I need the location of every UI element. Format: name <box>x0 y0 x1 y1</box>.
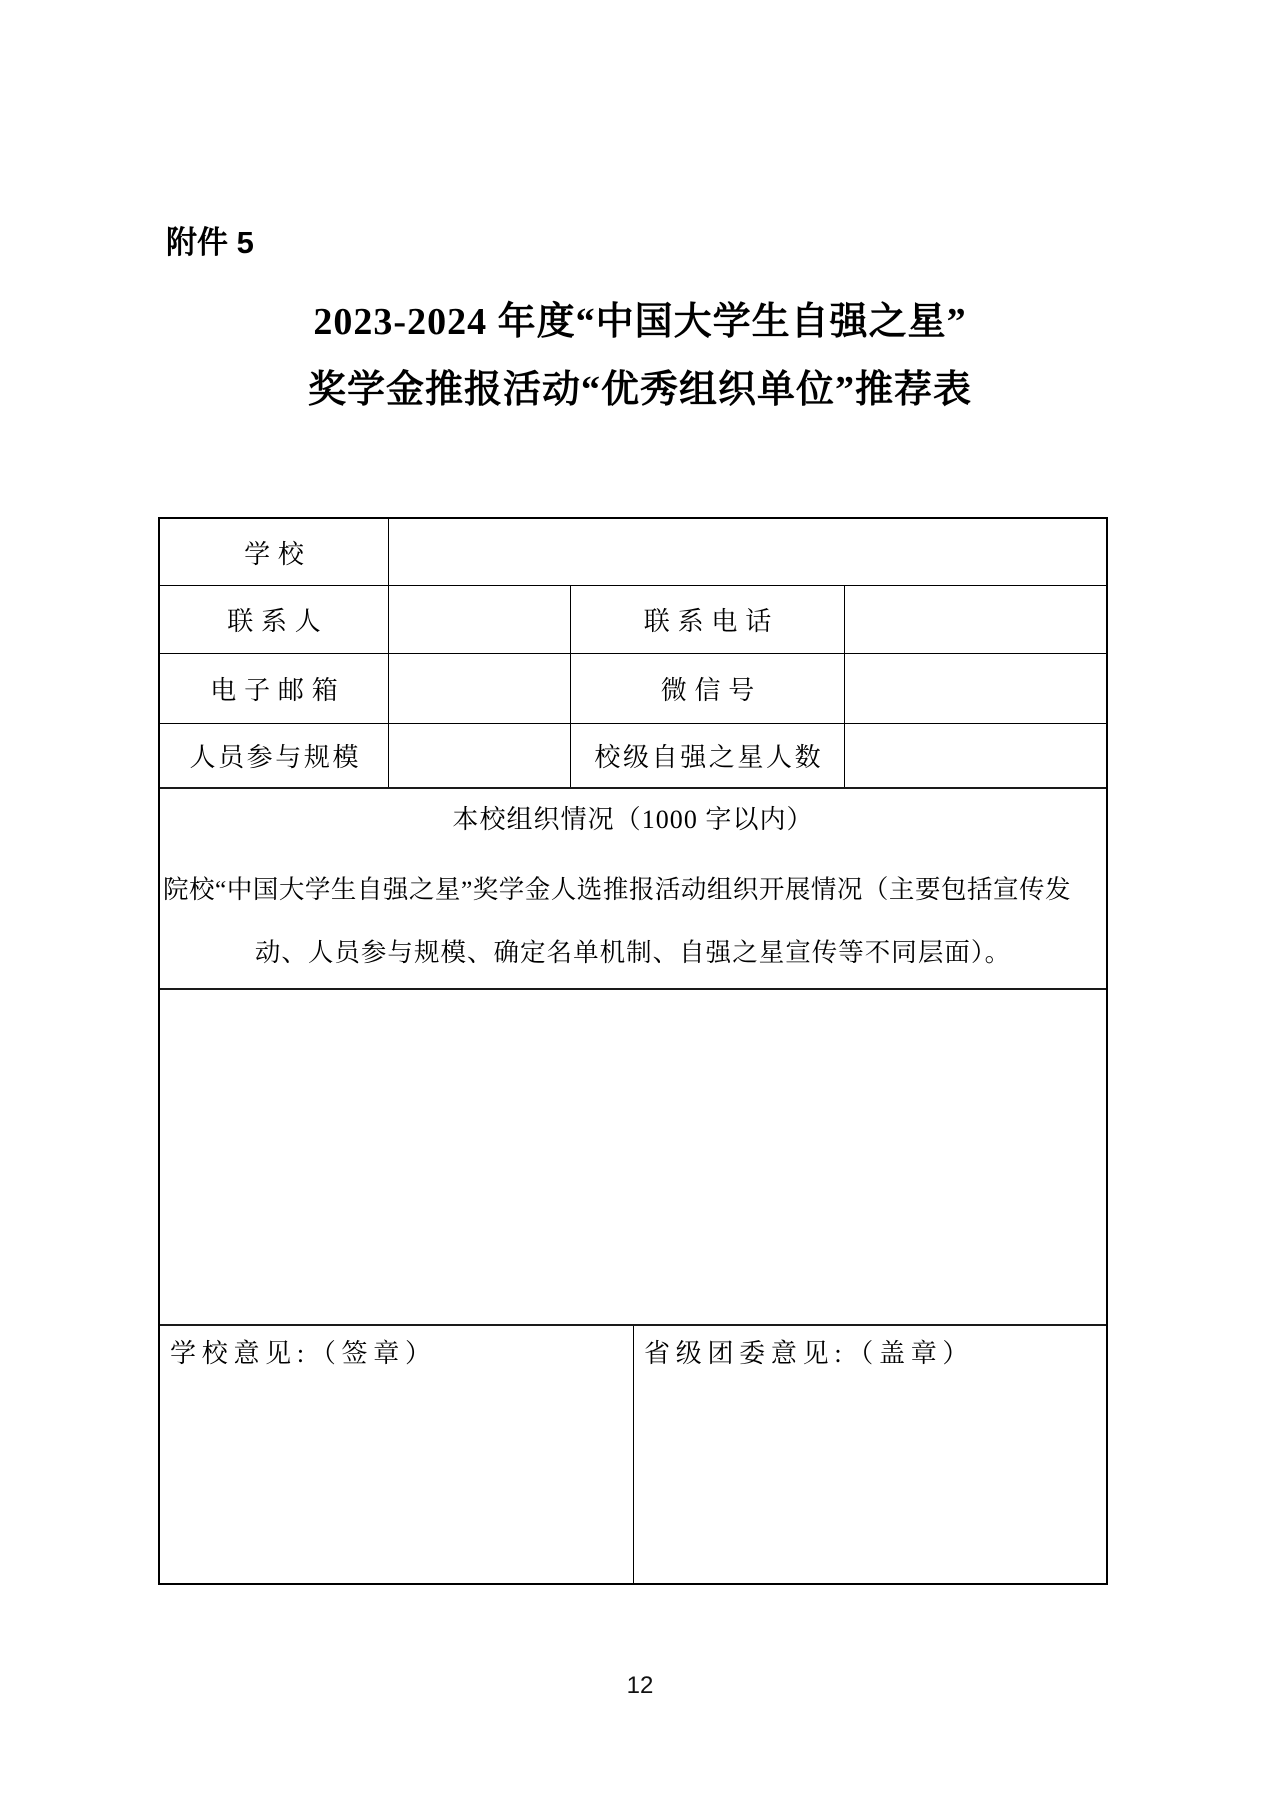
school-label-cell: 学校 <box>160 519 389 585</box>
scale-value-cell[interactable] <box>389 724 571 787</box>
document-title <box>0 288 1280 424</box>
committee-opinion-cell[interactable] <box>634 1326 1106 1583</box>
school-opinion-label: 学校意见:（签章） <box>170 1339 437 1368</box>
org-header-text: 本校组织情况（1000 字以内） <box>452 805 814 834</box>
attachment-label: 附件 5 <box>166 225 254 260</box>
title-line-1: 2023-2024 年度“中国大学生自强之星” <box>313 301 967 343</box>
row-school <box>160 519 1106 586</box>
wechat-value-cell[interactable] <box>845 654 1106 723</box>
row-scale <box>160 724 1106 789</box>
school-opinion-cell[interactable] <box>160 1326 634 1583</box>
email-label-cell: 电子邮箱 <box>160 654 389 723</box>
contact-label-cell: 联系人 <box>160 586 389 653</box>
org-description-line-1: 院校“中国大学生自强之星”奖学金人选推报活动组织开展情况（主要包括宣传发 <box>163 875 1071 904</box>
row-org-instructions <box>160 789 1106 990</box>
page-number: 12 <box>626 1672 654 1699</box>
contact-value-cell[interactable] <box>389 586 571 653</box>
phone-value-cell[interactable] <box>845 586 1106 653</box>
title-line-2: 奖学金推报活动“优秀组织单位”推荐表 <box>307 369 972 411</box>
row-org-body <box>160 990 1106 1326</box>
row-contact <box>160 586 1106 654</box>
star-count-value-cell[interactable] <box>845 724 1106 787</box>
scale-label-cell: 人员参与规模 <box>160 724 389 787</box>
phone-label-cell: 联系电话 <box>571 586 845 653</box>
recommendation-form-table <box>158 517 1108 1585</box>
row-opinions <box>160 1326 1106 1583</box>
email-value-cell[interactable] <box>389 654 571 723</box>
org-description-line-2: 动、人员参与规模、确定名单机制、自强之星宣传等不同层面）。 <box>254 938 1012 967</box>
wechat-label-cell: 微信号 <box>571 654 845 723</box>
school-value-cell[interactable] <box>389 519 1106 585</box>
org-body-input-area[interactable] <box>160 990 1106 1324</box>
star-count-label-cell: 校级自强之星人数 <box>571 724 845 787</box>
org-instructions <box>160 789 1106 988</box>
committee-opinion-label: 省级团委意见:（盖章） <box>644 1339 975 1368</box>
row-email <box>160 654 1106 724</box>
